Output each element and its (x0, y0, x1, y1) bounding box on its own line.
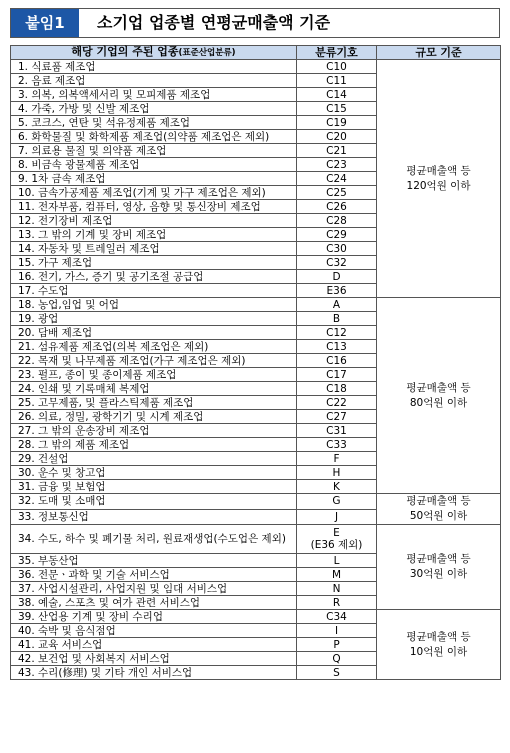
classification-code: C14 (297, 88, 377, 102)
industry-name: 12. 전기장비 제조업 (11, 214, 297, 228)
classification-code: C26 (297, 200, 377, 214)
table-header-row (11, 46, 501, 60)
scale-criterion (377, 494, 501, 525)
industry-name: 41. 교육 서비스업 (11, 638, 297, 652)
table-row (11, 298, 501, 312)
classification-code: C32 (297, 256, 377, 270)
industry-name: 19. 광업 (11, 312, 297, 326)
classification-code: E36 (297, 284, 377, 298)
classification-code: K (297, 480, 377, 494)
industry-name: 22. 목재 및 나무제품 제조업(가구 제조업은 제외) (11, 354, 297, 368)
industry-name: 17. 수도업 (11, 284, 297, 298)
industry-name: 36. 전문ㆍ과학 및 기술 서비스업 (11, 568, 297, 582)
scale-criterion (377, 525, 501, 610)
classification-code: C27 (297, 410, 377, 424)
classification-code: C21 (297, 144, 377, 158)
industry-name: 5. 코크스, 연탄 및 석유정제품 제조업 (11, 116, 297, 130)
industry-name: 30. 운수 및 창고업 (11, 466, 297, 480)
industry-name: 25. 고무제품, 및 플라스틱제품 제조업 (11, 396, 297, 410)
classification-code: S (297, 666, 377, 680)
industry-name: 16. 전기, 가스, 증기 및 공기조절 공급업 (11, 270, 297, 284)
industry-name: 6. 화학물질 및 화학제품 제조업(의약품 제조업은 제외) (11, 130, 297, 144)
table-row (11, 610, 501, 624)
classification-code: M (297, 568, 377, 582)
industry-name: 11. 전자부품, 컴퓨터, 영상, 음향 및 통신장비 제조업 (11, 200, 297, 214)
classification-code: L (297, 554, 377, 568)
industry-name: 7. 의료용 물질 및 의약품 제조업 (11, 144, 297, 158)
industry-name: 3. 의복, 의복액세서리 및 모피제품 제조업 (11, 88, 297, 102)
table-row (11, 494, 501, 510)
classification-code: C34 (297, 610, 377, 624)
industry-name: 8. 비금속 광물제품 제조업 (11, 158, 297, 172)
classification-code: C18 (297, 382, 377, 396)
classification-code (297, 525, 377, 554)
classification-code: R (297, 596, 377, 610)
classification-code: C28 (297, 214, 377, 228)
industry-name: 24. 인쇄 및 기록매체 복제업 (11, 382, 297, 396)
classification-code: C19 (297, 116, 377, 130)
industry-name: 9. 1차 금속 제조업 (11, 172, 297, 186)
classification-code: C10 (297, 60, 377, 74)
attachment-tag: 붙임1 (11, 9, 79, 37)
industry-name: 4. 가죽, 가방 및 신발 제조업 (11, 102, 297, 116)
classification-code: C15 (297, 102, 377, 116)
industry-name: 29. 건설업 (11, 452, 297, 466)
industry-name: 26. 의료, 정밀, 광학기기 및 시계 제조업 (11, 410, 297, 424)
industry-name: 33. 정보통신업 (11, 509, 297, 525)
industry-name: 34. 수도, 하수 및 폐기물 처리, 원료재생업(수도업은 제외) (11, 525, 297, 554)
scale-criterion-line2: 80억원 이하 (409, 396, 468, 409)
industry-name: 38. 예술, 스포츠 및 여가 관련 서비스업 (11, 596, 297, 610)
classification-code: J (297, 509, 377, 525)
industry-name: 39. 산업용 기계 및 장비 수리업 (11, 610, 297, 624)
scale-criterion (377, 60, 501, 298)
industry-name: 23. 펄프, 종이 및 종이제품 제조업 (11, 368, 297, 382)
page-title: 소기업 업종별 연평균매출액 기준 (97, 13, 331, 32)
classification-code: N (297, 582, 377, 596)
industry-name: 27. 그 밖의 운송장비 제조업 (11, 424, 297, 438)
scale-criterion-line1: 평균매출액 등 (406, 164, 471, 177)
classification-code: Q (297, 652, 377, 666)
industry-name: 32. 도매 및 소매업 (11, 494, 297, 510)
classification-code: A (297, 298, 377, 312)
classification-code-main: E (333, 527, 340, 539)
scale-criterion-line2: 50억원 이하 (409, 510, 468, 522)
classification-code: P (297, 638, 377, 652)
classification-code: C22 (297, 396, 377, 410)
classification-code: F (297, 452, 377, 466)
classification-code: C20 (297, 130, 377, 144)
header-code: 분류기호 (297, 46, 377, 60)
industry-name: 2. 음료 제조업 (11, 74, 297, 88)
classification-code: C24 (297, 172, 377, 186)
scale-criterion-line2: 120억원 이하 (406, 179, 471, 192)
industry-name: 43. 수리(修理) 및 기타 개인 서비스업 (11, 666, 297, 680)
industry-name: 20. 담배 제조업 (11, 326, 297, 340)
classification-code: C12 (297, 326, 377, 340)
industry-name: 14. 자동차 및 트레일러 제조업 (11, 242, 297, 256)
classification-code: G (297, 494, 377, 510)
classification-code: C13 (297, 340, 377, 354)
classification-code: C23 (297, 158, 377, 172)
header-industry-note: (표준산업분류) (178, 48, 236, 58)
scale-criterion-line2: 10억원 이하 (409, 645, 468, 658)
classification-code: B (297, 312, 377, 326)
scale-criterion (377, 610, 501, 680)
industry-name: 1. 식료품 제조업 (11, 60, 297, 74)
classification-code: C30 (297, 242, 377, 256)
classification-code: C25 (297, 186, 377, 200)
classification-code: C11 (297, 74, 377, 88)
table-row (11, 60, 501, 74)
industry-name: 13. 그 밖의 기계 및 장비 제조업 (11, 228, 297, 242)
industry-name: 15. 가구 제조업 (11, 256, 297, 270)
header-scale: 규모 기준 (377, 46, 501, 60)
industry-name: 18. 농업,임업 및 어업 (11, 298, 297, 312)
classification-code: C29 (297, 228, 377, 242)
industry-table (10, 45, 501, 680)
industry-name: 21. 섬유제품 제조업(의복 제조업은 제외) (11, 340, 297, 354)
table-row (11, 525, 501, 554)
classification-code: D (297, 270, 377, 284)
industry-name: 10. 금속가공제품 제조업(기계 및 가구 제조업은 제외) (11, 186, 297, 200)
classification-code: C17 (297, 368, 377, 382)
industry-name: 40. 숙박 및 음식점업 (11, 624, 297, 638)
classification-code: C31 (297, 424, 377, 438)
scale-criterion-line2: 30억원 이하 (409, 568, 468, 580)
industry-name: 37. 사업시설관리, 사업지원 및 임대 서비스업 (11, 582, 297, 596)
scale-criterion-line1: 평균매출액 등 (406, 381, 471, 394)
header-industry: 해당 기업의 주된 업종(표준산업분류) (11, 46, 297, 60)
scale-criterion (377, 298, 501, 494)
classification-code: C16 (297, 354, 377, 368)
classification-code: H (297, 466, 377, 480)
industry-name: 35. 부동산업 (11, 554, 297, 568)
industry-name: 42. 보건업 및 사회복지 서비스업 (11, 652, 297, 666)
scale-criterion-line1: 평균매출액 등 (406, 630, 471, 643)
industry-name: 31. 금융 및 보험업 (11, 480, 297, 494)
classification-code: C33 (297, 438, 377, 452)
header-box (10, 8, 500, 38)
industry-name: 28. 그 밖의 제품 제조업 (11, 438, 297, 452)
scale-criterion-line1: 평균매출액 등 (406, 553, 471, 565)
classification-code: I (297, 624, 377, 638)
table-body (11, 60, 501, 680)
classification-code-note: (E36 제외) (310, 539, 363, 551)
scale-criterion-line1: 평균매출액 등 (406, 495, 471, 507)
